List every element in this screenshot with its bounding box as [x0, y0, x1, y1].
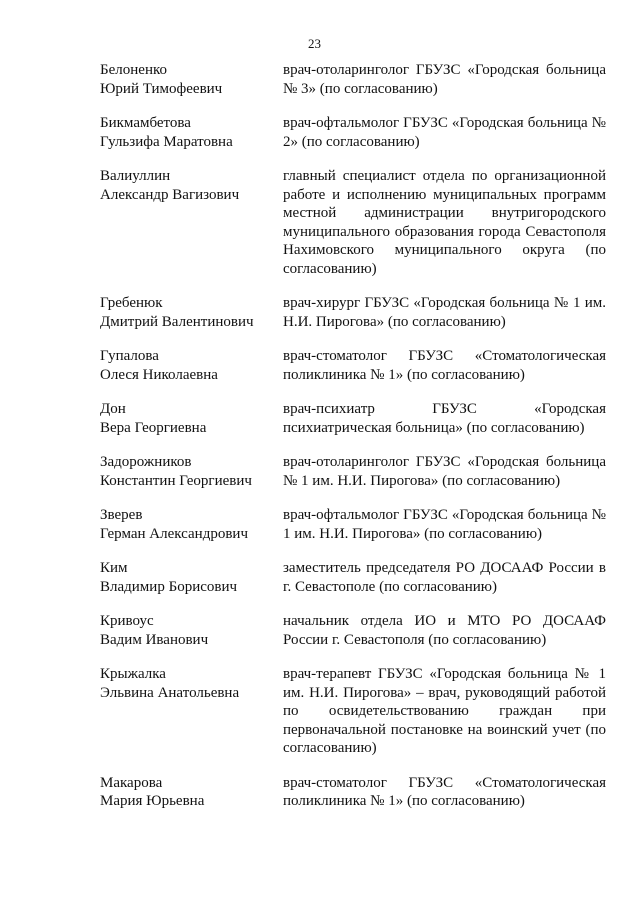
member-surname: Валиуллин	[100, 168, 171, 184]
member-surname: Бикмамбетова	[100, 115, 191, 131]
member-given-names: Олеся Николаевна	[100, 366, 218, 383]
roster-entry	[0, 167, 629, 278]
member-given-names: Герман Александрович	[100, 525, 248, 542]
member-position: врач-стоматолог ГБУЗС «Стоматологическая поликлиника № 1» (по согласованию)	[283, 774, 606, 809]
member-position: заместитель председателя РО ДОСААФ России в г. Севастополе (по согласованию)	[283, 560, 606, 595]
member-name	[0, 114, 283, 151]
member-surname: Дон	[100, 401, 126, 417]
member-surname: Зверев	[100, 507, 143, 523]
member-surname: Задорожников	[100, 454, 192, 470]
member-name	[0, 665, 283, 758]
member-name	[0, 400, 283, 437]
member-name	[0, 506, 283, 543]
member-position: врач-терапевт ГБУЗС «Городская больница № 1 им. Н.И. Пирогова» – врач, руководящий работой по освидетельствованию граждан при первоначальной постановке на воинский учет (по согласованию)	[283, 666, 606, 756]
roster-entry	[0, 559, 629, 596]
roster-entry	[0, 114, 629, 151]
member-surname: Гупалова	[100, 348, 159, 364]
roster-entry	[0, 453, 629, 490]
member-position: главный специалист отдела по организационной работе и исполнению муниципальных программ местной администрации внутригородского муниципального образования города Севастополя Нахимовского муниципального округа (по согласованию)	[283, 168, 606, 277]
member-position: врач-стоматолог ГБУЗС «Стоматологическая поликлиника № 1» (по согласованию)	[283, 348, 606, 383]
member-surname: Крыжалка	[100, 666, 166, 682]
member-surname: Макарова	[100, 774, 163, 791]
commission-roster	[0, 61, 629, 809]
member-given-names: Дмитрий Валентинович	[100, 313, 254, 330]
member-given-names: Александр Вагизович	[100, 186, 240, 203]
member-given-names: Константин Георгиевич	[100, 472, 252, 489]
member-given-names: Вера Георгиевна	[100, 419, 207, 436]
member-position: начальник отдела ИО и МТО РО ДОСААФ России г. Севастополя (по согласованию)	[283, 613, 606, 648]
member-name	[0, 559, 283, 596]
member-given-names: Владимир Борисович	[100, 578, 238, 595]
roster-entry	[0, 294, 629, 331]
roster-entry	[0, 774, 629, 811]
member-given-names: Вадим Иванович	[100, 631, 209, 648]
roster-entry	[0, 612, 629, 649]
member-position: врач-отоларинголог ГБУЗС «Городская больница № 1 им. Н.И. Пирогова» (по согласованию)	[283, 454, 606, 489]
member-position: врач-психиатр ГБУЗС «Городская психиатрическая больница» (по согласованию)	[283, 401, 606, 436]
member-name	[0, 347, 283, 384]
member-surname: Кривоус	[100, 613, 154, 629]
member-surname: Ким	[100, 560, 128, 576]
member-position: врач-офтальмолог ГБУЗС «Городская больница № 2» (по согласованию)	[283, 115, 606, 150]
member-name	[0, 612, 283, 649]
member-name	[0, 774, 283, 811]
roster-entry	[0, 400, 629, 437]
member-position: врач-офтальмолог ГБУЗС «Городская больница № 1 им. Н.И. Пирогова» (по согласованию)	[283, 507, 606, 542]
member-given-names: Эльвина Анатольевна	[100, 684, 240, 701]
member-name	[0, 453, 283, 490]
member-position: врач-хирург ГБУЗС «Городская больница № 1 им. Н.И. Пирогова» (по согласованию)	[283, 295, 606, 330]
member-surname: Белоненко	[100, 62, 167, 78]
member-name	[0, 294, 283, 331]
roster-entry	[0, 506, 629, 543]
member-name	[0, 167, 283, 278]
member-given-names: Мария Юрьевна	[100, 793, 205, 809]
member-name	[0, 61, 283, 98]
page-number: 23	[308, 36, 321, 51]
member-given-names: Юрий Тимофеевич	[100, 80, 223, 97]
roster-entry	[0, 347, 629, 384]
member-surname: Гребенюк	[100, 295, 163, 311]
roster-entry	[0, 665, 629, 758]
member-position: врач-отоларинголог ГБУЗС «Городская больница № 3» (по согласованию)	[283, 62, 606, 97]
member-given-names: Гульзифа Маратовна	[100, 133, 233, 150]
roster-entry	[0, 61, 629, 98]
